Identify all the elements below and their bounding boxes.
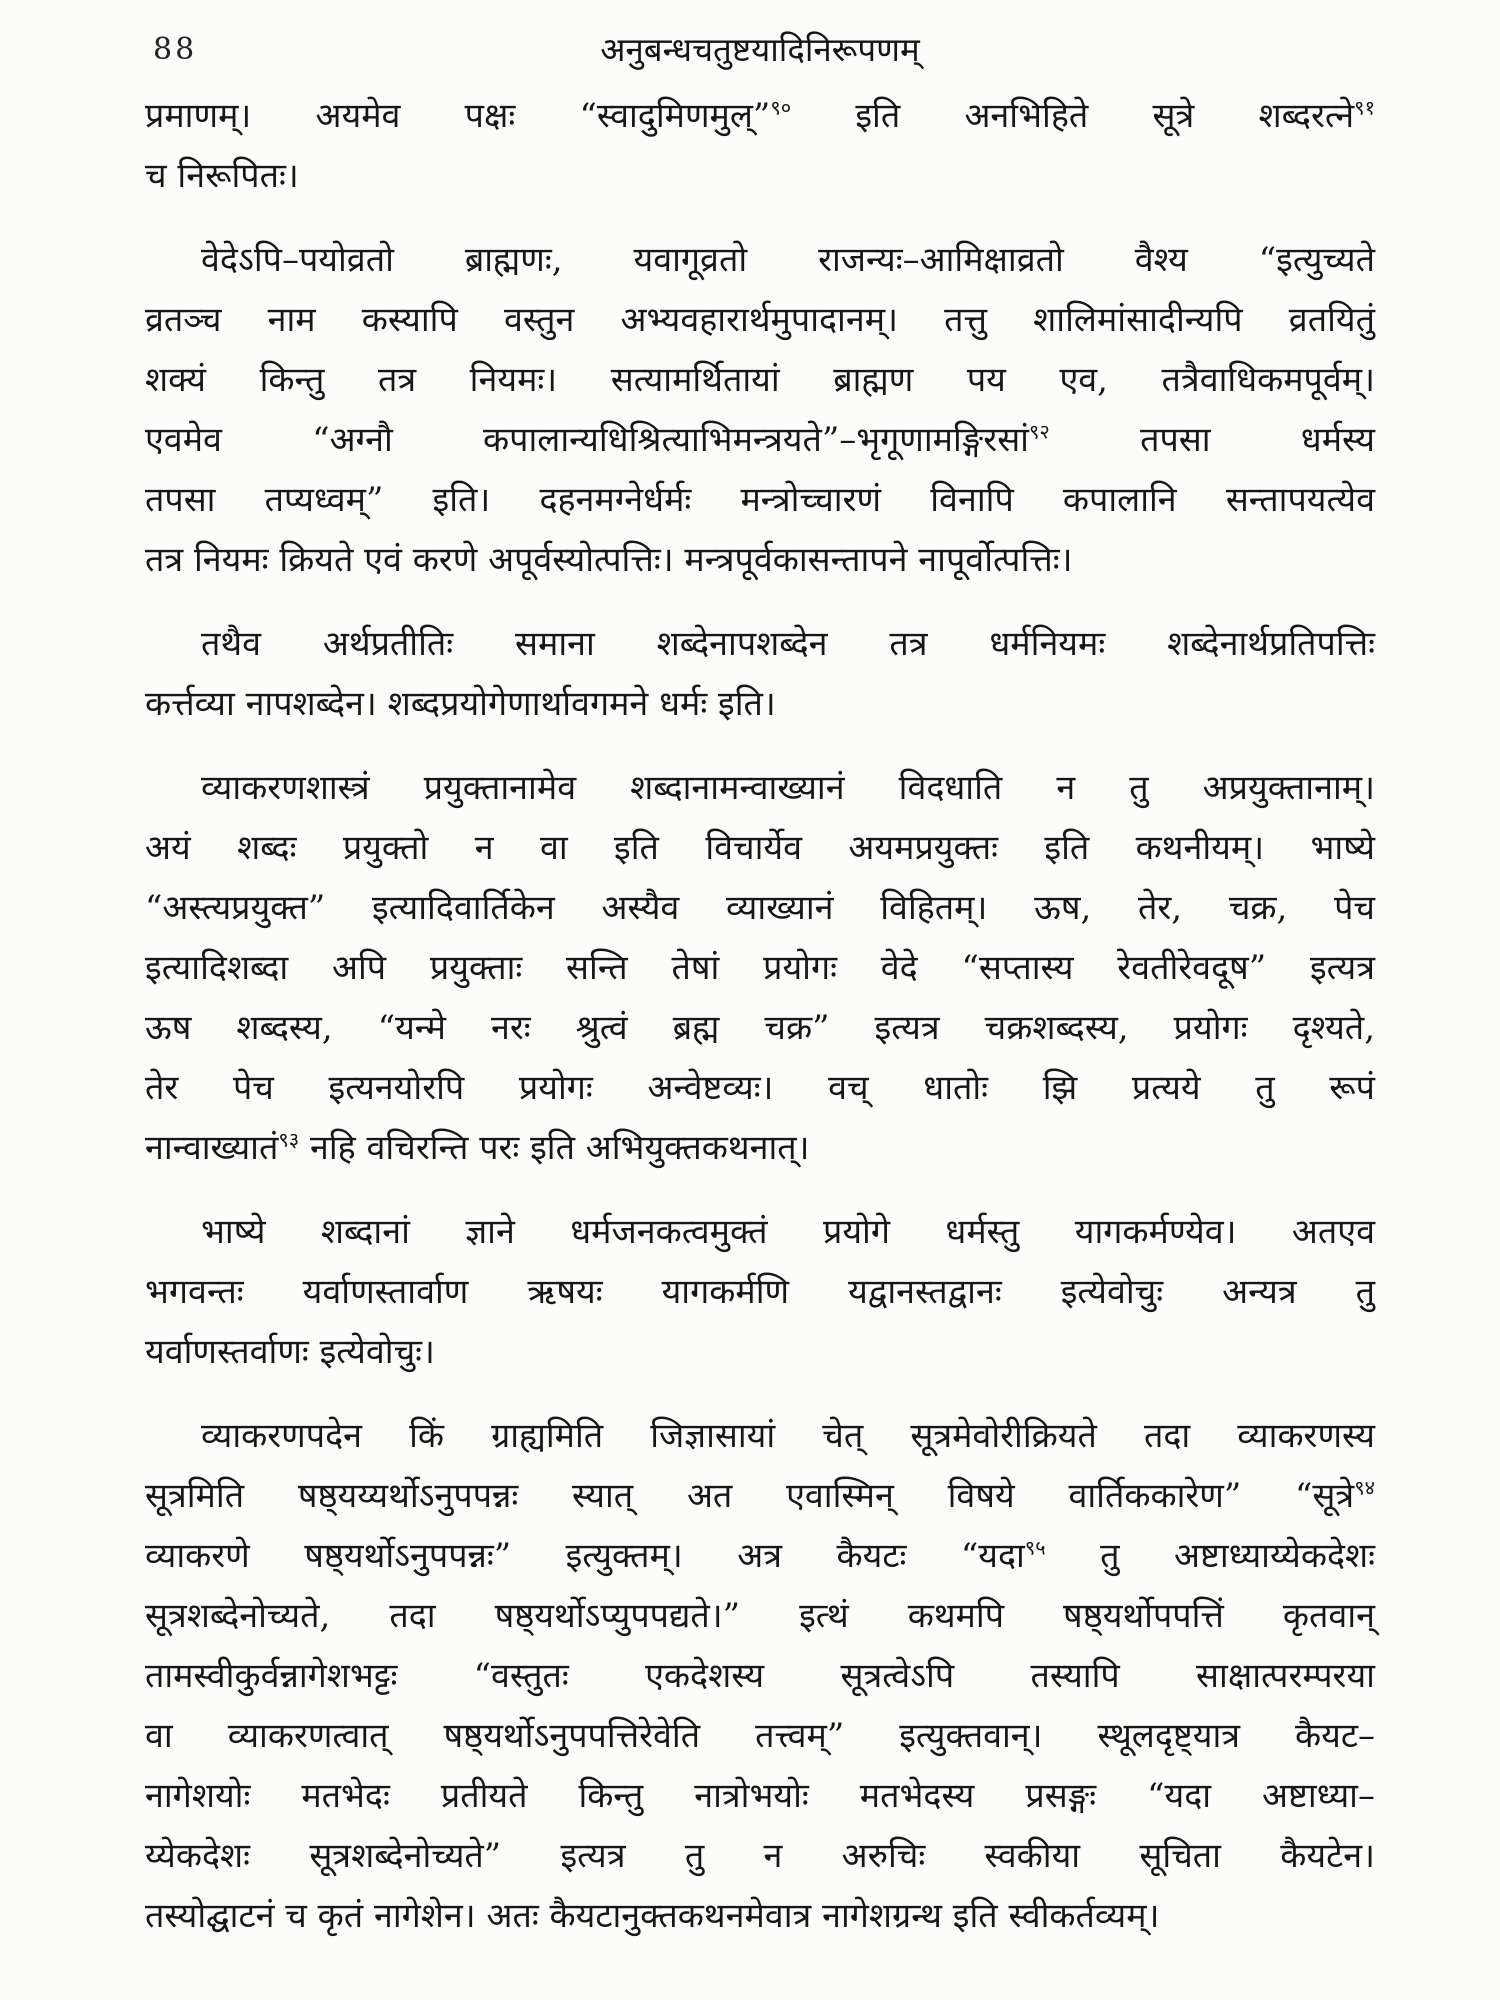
paragraph [145, 1202, 1375, 1382]
footnote-ref: ९० [770, 95, 792, 120]
text-line: च निरूपितः। [145, 156, 299, 196]
text-line: तपसा तप्यध्वम्” इति। दहनमग्नेर्धर्मः मन्त्रोच्चारणं विनापि कपालानि सन्तापयत्येव [145, 480, 1375, 520]
text-line: व्याकरणपदेन किं ग्राह्यमिति जिज्ञासायां चेत् सूत्रमेवोरीक्रियते तदा व्याकरणस्य [201, 1416, 1375, 1456]
paragraph [145, 1406, 1375, 1946]
text-line: कर्त्तव्या नापशब्देन। शब्दप्रयोगेणार्थावगमने धर्मः इति। [145, 684, 776, 724]
footnote-ref: ९४ [1354, 1475, 1375, 1500]
text-line: ऊष शब्दस्य, “यन्मे नरः श्रुत्वं ब्रह्म चक्र” इत्यत्र चक्रशब्दस्य, प्रयोगः दृश्यते, [145, 1008, 1375, 1048]
text-line: शक्यं किन्तु तत्र नियमः। सत्यामर्थितायां ब्राह्मण पय एव, तत्रैवाधिकमपूर्वम्। [145, 360, 1375, 400]
text-line: भगवन्तः यर्वाणस्तार्वाण ऋषयः यागकर्मणि यद्वानस्तद्वानः इत्येवोचुः अन्यत्र तु [145, 1272, 1375, 1312]
footnote-ref: ९१ [1354, 95, 1375, 120]
text-line: एवमेव “अग्नौ कपालान्यधिश्रित्याभिमन्त्रयते”–भृगूणामङ्गिरसां$^{९२}$ तपसा धर्मस्य [145, 419, 1375, 460]
text-line: प्रमाणम्। अयमेव पक्षः “स्वादुमिणमुल्”$^{९०}$ इति अनभिहिते सूत्रे शब्दरत्ने$^{९१}$ [145, 95, 1375, 136]
paragraph [145, 758, 1375, 1178]
page-body [145, 86, 1375, 1970]
paragraph [145, 86, 1375, 206]
footnote-ref: ९३ [278, 1127, 300, 1152]
paragraph [145, 230, 1375, 590]
text-line: सूत्रशब्देनोच्यते, तदा षष्ठ्यर्थोऽप्युपपद्यते।” इत्थं कथमपि षष्ठ्यर्थोपपत्तिं कृतवान् [145, 1596, 1375, 1636]
text-line: व्याकरणे षष्ठ्यर्थोऽनुपपन्नः” इत्युक्तम्। अत्र कैयटः “यदा$^{९५}$ तु अष्टाध्याय्येकदेशः [145, 1535, 1375, 1576]
text-line: य्येकदेशः सूत्रशब्देनोच्यते” इत्यत्र तु न अरुचिः स्वकीया सूचिता कैयटेन। [145, 1836, 1375, 1876]
footnote-ref: ९५ [1024, 1535, 1046, 1560]
text-line: अयं शब्दः प्रयुक्तो न वा इति विचार्येव अयमप्रयुक्तः इति कथनीयम्। भाष्ये [145, 828, 1375, 868]
text-line: व्रतञ्च नाम कस्यापि वस्तुन अभ्यवहारार्थमुपादानम्। तत्तु शालिमांसादीन्यपि व्रतयितुं [145, 300, 1375, 340]
text-line: सूत्रमिति षष्ठ्यय्यर्थोऽनुपपन्नः स्यात् अत एवास्मिन् विषये वार्तिककारेण” “सूत्रे$^{९४}$ [145, 1475, 1375, 1516]
text-line: भाष्ये शब्दानां ज्ञाने धर्मजनकत्वमुक्तं प्रयोगे धर्मस्तु यागकर्मण्येव। अतएव [201, 1212, 1375, 1252]
text-line: तस्योद्घाटनं च कृतं नागेशेन। अतः कैयटानुक्तकथनमेवात्र नागेशग्रन्थ इति स्वीकर्तव्यम्। [145, 1896, 1160, 1936]
text-line: तामस्वीकुर्वन्नागेशभट्टः “वस्तुतः एकदेशस्य सूत्रत्वेऽपि तस्यापि साक्षात्परम्परया [145, 1656, 1375, 1696]
footnote-ref: ९२ [1029, 419, 1050, 444]
text-line: तथैव अर्थप्रतीतिः समाना शब्देनापशब्देन तत्र धर्मनियमः शब्देनार्थप्रतिपत्तिः [201, 624, 1375, 664]
page-number: 88 [153, 32, 198, 67]
page-header [145, 26, 1375, 74]
text-line: नागेशयोः मतभेदः प्रतीयते किन्तु नात्रोभयोः मतभेदस्य प्रसङ्गः “यदा अष्टाध्या– [145, 1776, 1375, 1816]
text-line: “अस्त्यप्रयुक्त” इत्यादिवार्तिकेन अस्यैव व्याख्यानं विहितम्। ऊष, तेर, चक्र, पेच [145, 888, 1375, 928]
text-line: तेर पेच इत्यनयोरपि प्रयोगः अन्वेष्टव्यः। वच् धातोः झि प्रत्यये तु रूपं [145, 1068, 1375, 1108]
text-line: तत्र नियमः क्रियते एवं करणे अपूर्वस्योत्पत्तिः। मन्त्रपूर्वकासन्तापने नापूर्वोत्पत्तिः। [145, 540, 1073, 580]
text-line: वा व्याकरणत्वात् षष्ठ्यर्थोऽनुपपत्तिरेवेति तत्त्वम्” इत्युक्तवान्। स्थूलदृष्ट्यात्र कैयट– [145, 1716, 1375, 1756]
text-line: वेदेऽपि–पयोव्रतो ब्राह्मणः, यवागूव्रतो राजन्यः–आमिक्षाव्रतो वैश्य “इत्युच्यते [201, 240, 1375, 280]
running-header-title: अनुबन्धचतुष्टयादिनिरूपणम् [600, 30, 920, 69]
text-line: यर्वाणस्तर्वाणः इत्येवोचुः। [145, 1332, 435, 1372]
text-line: व्याकरणशास्त्रं प्रयुक्तानामेव शब्दानामन्वाख्यानं विदधाति न तु अप्रयुक्तानाम्। [201, 768, 1375, 808]
text-line: इत्यादिशब्दा अपि प्रयुक्ताः सन्ति तेषां प्रयोगः वेदे “सप्तास्य रेवतीरेवदूष” इत्यत्र [145, 948, 1375, 988]
paragraph [145, 614, 1375, 734]
text-line: नान्वाख्यातं$^{९३}$ नहि वचिरन्ति परः इति अभियुक्तकथनात्। [145, 1127, 810, 1168]
